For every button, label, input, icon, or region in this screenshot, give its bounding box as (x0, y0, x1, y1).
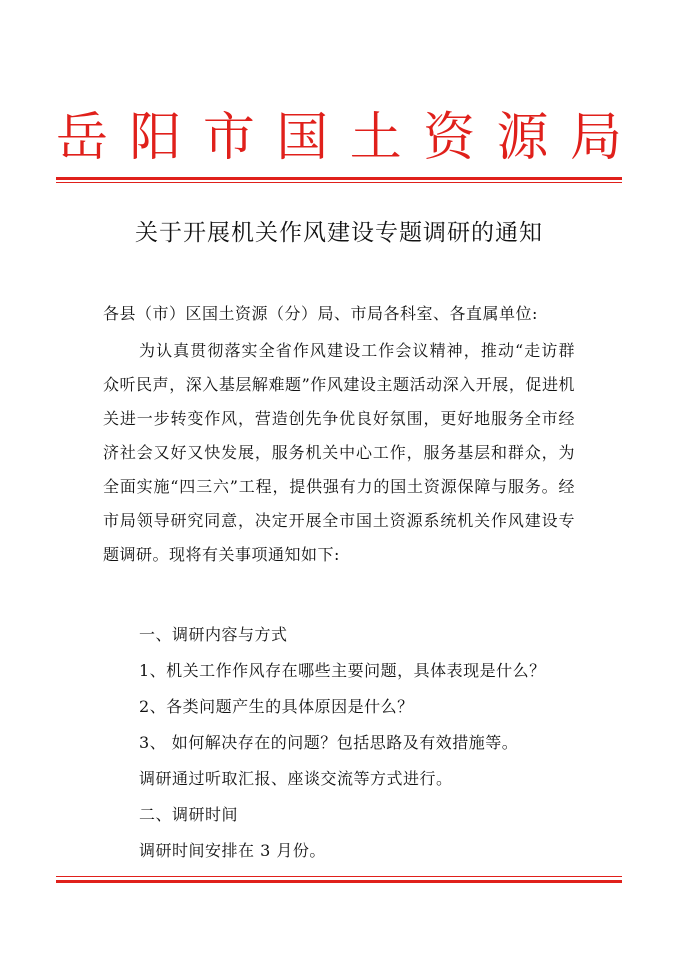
document-title: 关于开展机关作风建设专题调研的通知 (135, 220, 543, 246)
section1-item: 1、机关工作作风存在哪些主要问题，具体表现是什么？ (139, 661, 546, 680)
section1-item: 调研通过听取汇报、座谈交流等方式进行。 (139, 769, 453, 788)
section1-item: 3、 如何解决存在的问题？包括思路及有效措施等。 (139, 733, 519, 752)
header-divider-thick (56, 177, 622, 180)
section2-text: 调研时间安排在 3 月份。 (139, 841, 326, 860)
agency-char: 市 (202, 108, 255, 168)
salutation: 各县（市）区国土资源（分）局、市局各科室、各直属单位: (103, 304, 538, 323)
section1-item: 2、各类问题产生的具体原因是什么？ (139, 697, 414, 716)
agency-char: 源 (496, 108, 549, 168)
agency-char: 岳 (56, 108, 109, 168)
footer-divider-thick (56, 880, 622, 883)
agency-char: 阳 (129, 108, 182, 168)
footer-divider-thin (56, 876, 622, 877)
agency-header (56, 102, 622, 174)
section2-heading: 二、调研时间 (139, 805, 239, 824)
agency-char: 资 (423, 108, 476, 168)
section1-heading: 一、调研内容与方式 (139, 625, 288, 644)
agency-char: 土 (349, 108, 402, 168)
intro-paragraph: 为认真贯彻落实全省作风建设工作会议精神，推动“走访群众听民声，深入基层解难题”作风建设主题活动深入开展，促进机关进一步转变作风，营造创先争优良好氛围，更好地服务全市经济社会又好又快发展，服务机关中心工作，服务基层和群众，为全面实施“四三六”工程，提供强有力的国土资源保障与服务。经市局领导研究同意，决定开展全市国土资源系统机关作风建设专题调研。现将有关事项通知如下: (103, 341, 575, 564)
header-divider-thin (56, 182, 622, 183)
agency-char: 国 (276, 108, 329, 168)
agency-char: 局 (569, 108, 622, 168)
